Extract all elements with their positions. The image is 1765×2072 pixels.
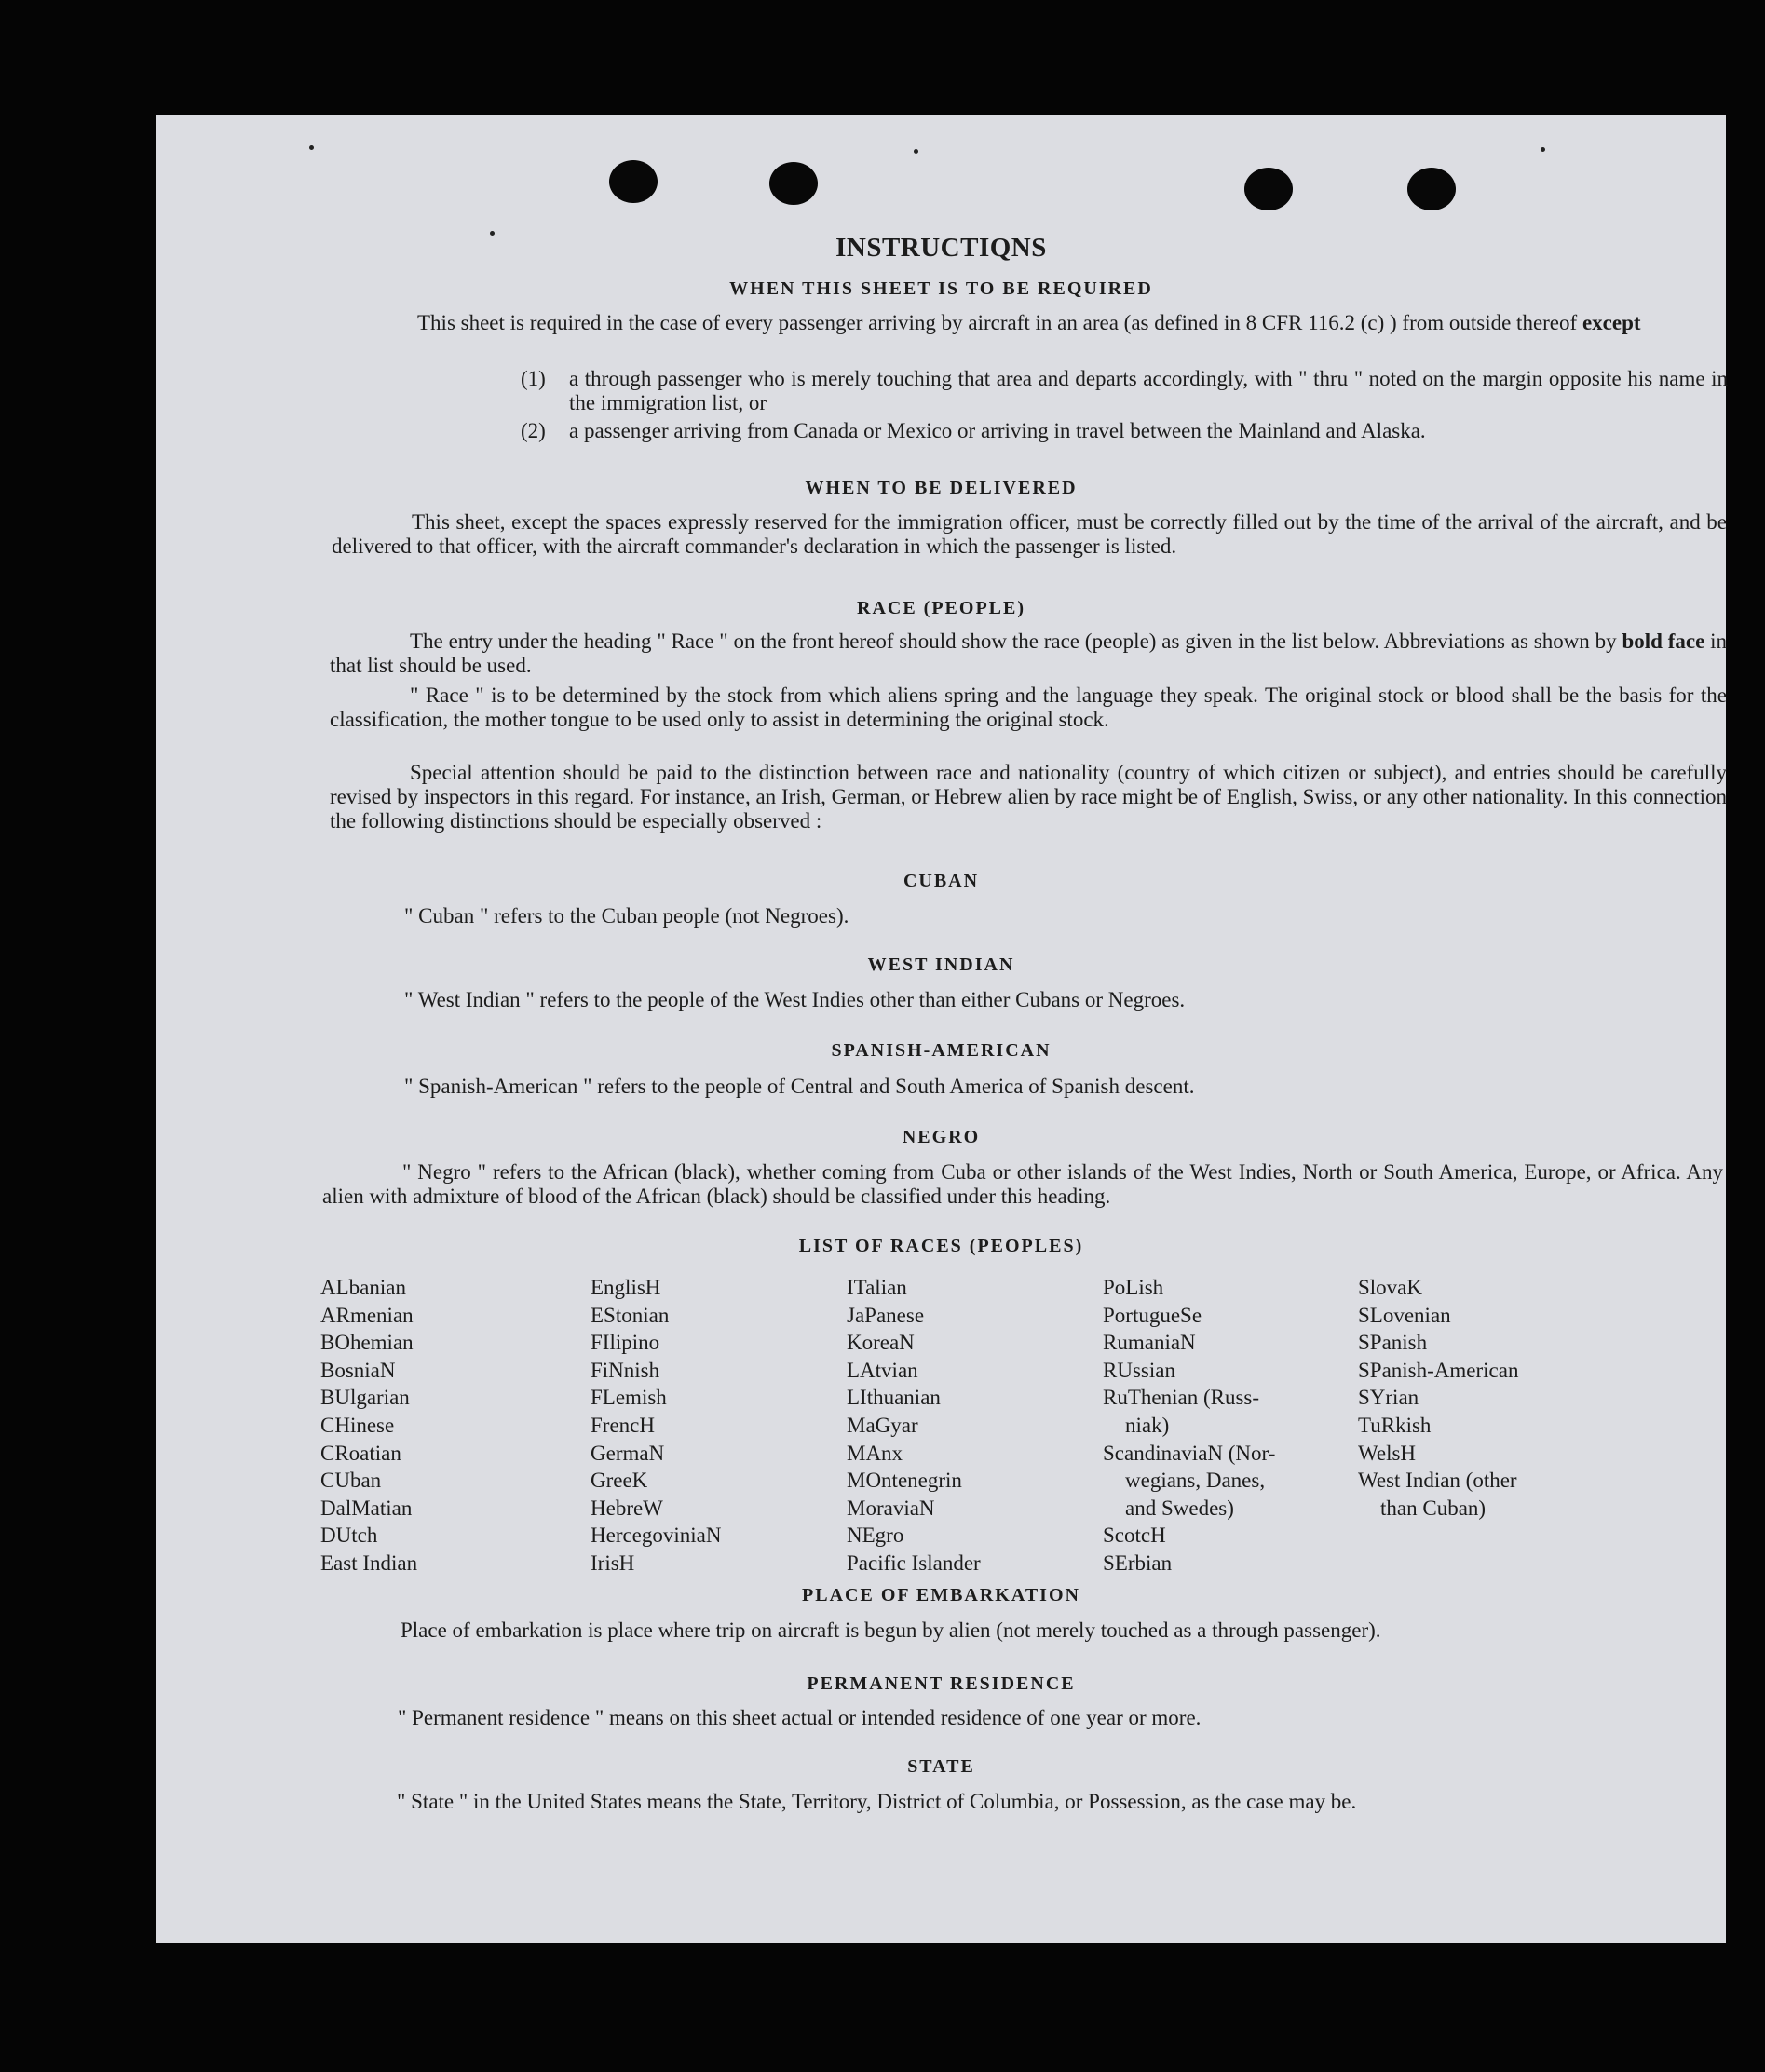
heading-spanish-american: SPANISH-AMERICAN — [831, 1040, 1052, 1061]
race-entry: TuRkish — [1358, 1413, 1432, 1437]
race-entry: NEgro — [847, 1524, 904, 1548]
race-entry: SPanish — [1358, 1331, 1428, 1355]
race-entry: BosniaN — [320, 1358, 396, 1382]
race-entry: SErbian — [1103, 1551, 1173, 1575]
race-entry: PoLish — [1103, 1276, 1164, 1299]
races-column-4 — [1103, 1274, 1275, 1578]
race-entry: BOhemian — [320, 1331, 414, 1355]
race-entry: RUssian — [1103, 1358, 1175, 1382]
exception-item-2: (2) a passenger arriving from Canada or Mexico or arriving in travel between the Mainland and Alaska. — [521, 419, 1426, 442]
heading-residence: PERMANENT RESIDENCE — [807, 1673, 1076, 1694]
race-entry: East Indian — [320, 1551, 418, 1575]
races-column-5 — [1358, 1274, 1518, 1522]
exception-item-1: (1) a through passenger who is merely touching that area and departs accordingly, with " thru " noted on the margin opposite his name in the immigration list, or — [521, 367, 1728, 414]
race-entry: SlovaK — [1358, 1276, 1422, 1299]
speck — [309, 145, 314, 150]
races-column-3 — [847, 1274, 981, 1578]
race-entry: SPanish-American — [1358, 1358, 1519, 1382]
paragraph-when-required: This sheet is required in the case of every passenger arriving by aircraft in an area (as defined in 8 CFR 116.2 (c) ) from outside thereof except — [417, 311, 1641, 334]
paragraph-state: " State " in the United States means the State, Territory, District of Columbia, or Possession, as the case may be. — [397, 1790, 1357, 1813]
race-entry: ALbanian — [320, 1276, 406, 1299]
race-entry: MoraviaN — [847, 1496, 935, 1520]
race-entry: ScotcH — [1103, 1524, 1166, 1548]
races-column-1 — [320, 1274, 417, 1578]
races-column-2 — [591, 1274, 722, 1578]
punch-hole — [609, 160, 658, 203]
race-entry: LIthuanian — [847, 1386, 941, 1410]
race-entry: EStonian — [591, 1303, 670, 1327]
race-entry: LAtvian — [847, 1358, 918, 1382]
paragraph-embarkation: Place of embarkation is place where trip on aircraft is begun by alien (not merely touched as a through passenger). — [401, 1618, 1381, 1642]
race-entry: DUtch — [320, 1524, 378, 1548]
race-entry: GermaN — [591, 1441, 665, 1465]
speck — [914, 149, 918, 154]
race-entry-continued: than Cuban) — [1380, 1496, 1487, 1520]
race-entry: MAnx — [847, 1441, 903, 1465]
paragraph-race-3: Special attention should be paid to the distinction between race and nationality (country of which citizen or subject), and entries should be carefully revised by inspectors in this regard. For instance, an Irish, German, or Hebrew alien by race might be of English, Swiss, or any other nationality. In this connection the following distinctions should be especially observed : — [330, 761, 1727, 833]
race-entry: EnglisH — [591, 1276, 661, 1299]
speck — [1541, 147, 1545, 152]
race-entry: FLemish — [591, 1386, 667, 1410]
race-entry: CUban — [320, 1469, 382, 1493]
race-entry: RumaniaN — [1103, 1331, 1196, 1355]
paragraph-race-1: The entry under the heading " Race " on the front hereof should show the race (people) as given in the list below. Abbreviations as shown by bold face in that list should be used. — [330, 630, 1727, 677]
race-entry: RuThenian (Russ- — [1103, 1386, 1260, 1410]
heading-state: STATE — [907, 1756, 975, 1777]
heading-west-indian: WEST INDIAN — [867, 955, 1015, 975]
race-entry: PortugueSe — [1103, 1303, 1202, 1327]
race-entry: CHinese — [320, 1413, 395, 1437]
race-entry: FrencH — [591, 1413, 655, 1437]
race-entry: GreeK — [591, 1469, 648, 1493]
race-entry: West Indian (other — [1358, 1469, 1517, 1493]
race-entry: KoreaN — [847, 1331, 915, 1355]
paragraph-spanish-american: " Spanish-American " refers to the people of Central and South America of Spanish descent. — [404, 1075, 1195, 1098]
race-entry: DalMatian — [320, 1496, 413, 1520]
race-entry: WelsH — [1358, 1441, 1417, 1465]
heading-list-of-races: LIST OF RACES (PEOPLES) — [798, 1236, 1084, 1256]
race-entry: CRoatian — [320, 1441, 401, 1465]
heading-cuban: CUBAN — [903, 871, 980, 891]
race-entry: IrisH — [591, 1551, 635, 1575]
punch-hole — [1244, 168, 1293, 210]
paragraph-residence: " Permanent residence " means on this sheet actual or intended residence of one year or more. — [398, 1706, 1202, 1729]
race-entry-continued: wegians, Danes, — [1125, 1469, 1266, 1493]
race-entry: ScandinaviaN (Nor- — [1103, 1441, 1276, 1465]
punch-hole — [769, 162, 818, 205]
paragraph-cuban: " Cuban " refers to the Cuban people (not Negroes). — [404, 904, 849, 928]
paragraph-race-2: " Race " is to be determined by the stock from which aliens spring and the language they speak. The original stock or blood shall be the basis for the classification, the mother tongue to be used only to assist in determining the original stock. — [330, 684, 1727, 731]
instruction-sheet — [156, 115, 1726, 1943]
race-entry: JaPanese — [847, 1303, 925, 1327]
heading-when-delivered: WHEN TO BE DELIVERED — [805, 478, 1078, 498]
heading-negro: NEGRO — [902, 1127, 981, 1147]
race-entry: FiNnish — [591, 1358, 660, 1382]
race-entry: SLovenian — [1358, 1303, 1451, 1327]
race-entry-continued: niak) — [1125, 1413, 1170, 1437]
paragraph-negro: " Negro " refers to the African (black), whether coming from Cuba or other islands of the West Indies, North or South America, Europe, or Africa. Any alien with admixture of blood of the African (black) should be classified under this heading. — [322, 1160, 1723, 1208]
heading-when-required: WHEN THIS SHEET IS TO BE REQUIRED — [729, 278, 1153, 299]
heading-race: RACE (PEOPLE) — [857, 598, 1025, 618]
heading-embarkation: PLACE OF EMBARKATION — [802, 1585, 1080, 1605]
race-entry: ITalian — [847, 1276, 907, 1299]
paragraph-west-indian: " West Indian " refers to the people of the West Indies other than either Cubans or Negroes. — [404, 988, 1186, 1011]
race-entry: FIlipino — [591, 1331, 660, 1355]
race-entry: MaGyar — [847, 1413, 918, 1437]
race-entry: ARmenian — [320, 1303, 414, 1327]
page-title: INSTRUCTIQNS — [835, 233, 1047, 263]
race-entry: MOntenegrin — [847, 1469, 962, 1493]
race-entry: HebreW — [591, 1496, 663, 1520]
race-entry: BUlgarian — [320, 1386, 410, 1410]
race-entry-continued: and Swedes) — [1125, 1496, 1234, 1520]
race-entry: HercegoviniaN — [591, 1524, 722, 1548]
paragraph-when-delivered: This sheet, except the spaces expressly reserved for the immigration officer, must be correctly filled out by the time of the arrival of the aircraft, and be delivered to that officer, with the aircraft commander's declaration in which the passenger is listed. — [332, 510, 1727, 558]
race-entry: Pacific Islander — [847, 1551, 981, 1575]
punch-hole — [1407, 168, 1456, 210]
race-entry: SYrian — [1358, 1386, 1419, 1410]
